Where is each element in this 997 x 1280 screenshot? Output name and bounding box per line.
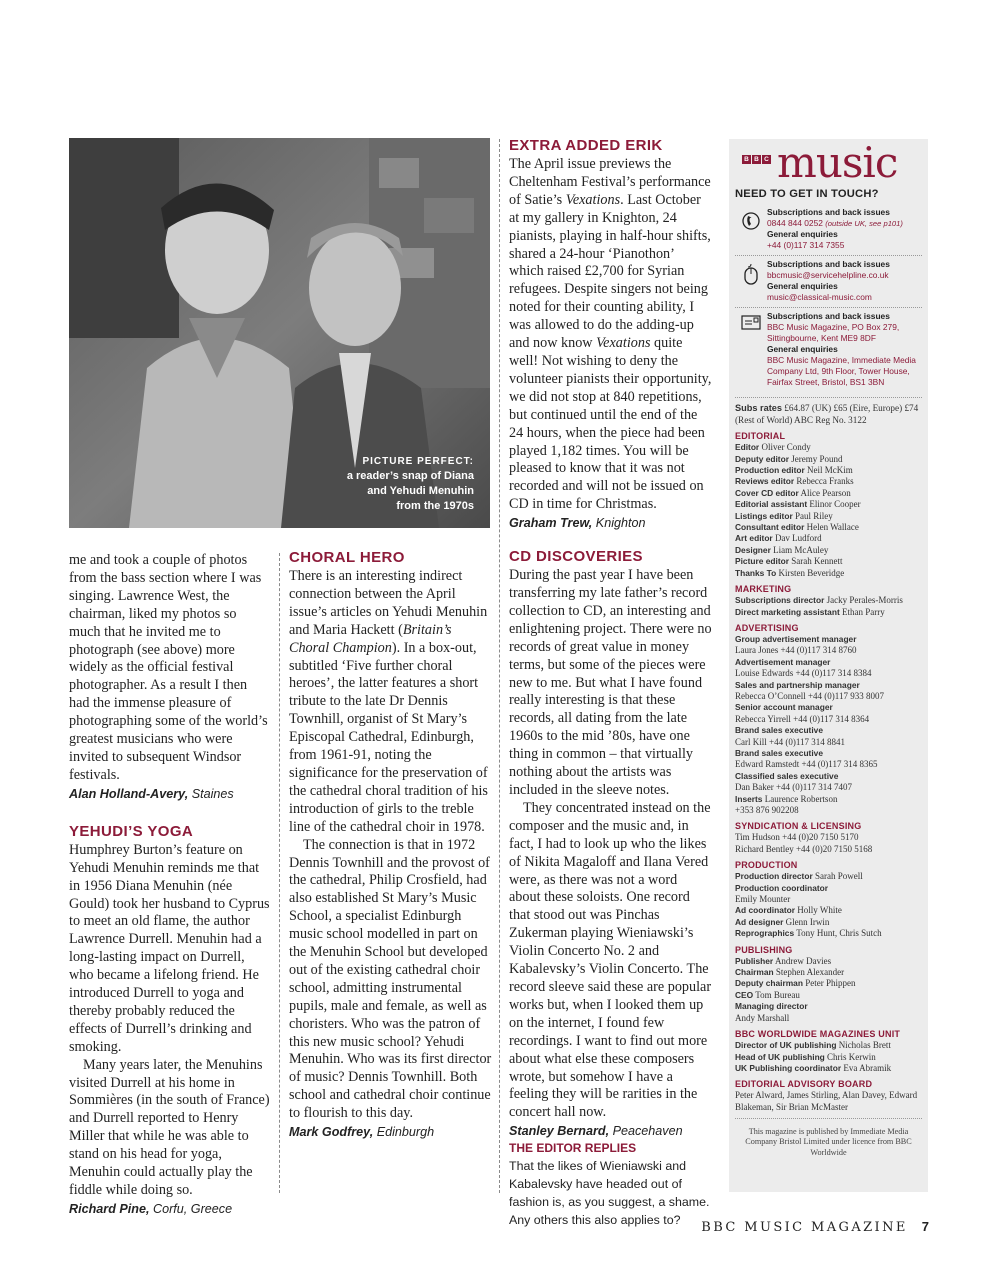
credit-line: Richard Bentley +44 (0)20 7150 5168 (735, 843, 873, 854)
editor-reply: That the likes of Wieniawski and Kabalevsky have headed out of fashion is, as you suggest, a shame. Any others this also applies to? (509, 1159, 710, 1228)
credits-section-title: ADVERTISING (735, 622, 799, 633)
credits-section-title: EDITORIAL (735, 431, 786, 442)
enquiries-email-link[interactable]: music@classical-music.com (767, 292, 872, 303)
credit-line: Head of UK publishing Chris Kerwin (735, 1051, 876, 1062)
credit-line: Rebecca Yirrell +44 (0)117 314 8364 (735, 713, 870, 724)
credit-line: Art editor Dav Ludford (735, 533, 822, 544)
mouse-icon (735, 259, 767, 303)
credit-line: Listings editor Paul Riley (735, 510, 833, 521)
credit-line: Designer Liam McAuley (735, 544, 829, 555)
credit-line: Production director Sarah Powell (735, 871, 863, 882)
column-2 (289, 549, 493, 1141)
subscription-rates: Subs rates £64.87 (UK) £65 (Eire, Europe) £74 (Rest of World) ABC Reg No. 3122 (735, 403, 919, 425)
credit-line: Laura Jones +44 (0)117 314 8760 (735, 645, 857, 656)
letter-paragraph: The April issue previews the Cheltenham Festival’s performance of Satie’s Vexations. Last October at my gallery in Knighton, 24 pianists, playing in half-hour shifts, shared a 24-hour ‘Pianothon’ which raised £2,700 for Syrian refugees. Despite singers not being noted for their counting ability, I was allowed to do the adding-up and now know Vexations quite well! Not wishing to deny the volunteer pianists their opportunity, we did not stop at 840 repetitions, but continued until the end of the 24 hours, when the piece had been played 1,182 times. You will be pleased to know that it was not recorded and will not be issued on CD in time for Christmas. (509, 156, 712, 513)
masthead-sidebar (729, 139, 928, 1192)
column-divider (279, 553, 280, 1193)
credits-section-title: MARKETING (735, 584, 792, 595)
credit-line: Tim Hudson +44 (0)20 7150 5170 (735, 832, 859, 843)
credits-section-title: PUBLISHING (735, 944, 793, 955)
credit-line: Cover CD editor Alice Pearson (735, 487, 851, 498)
divider (735, 1118, 922, 1119)
credit-line: Subscriptions director Jacky Perales-Morris (735, 595, 903, 606)
contact-phone: Subscriptions and back issues 0844 844 0252 (outside UK, see p101) General enquiries +44 (0)117 314 7355 (735, 204, 922, 256)
letter-paragraph: The connection is that in 1972 Dennis Townhill and the provost of the cathedral, Philip Crosfield, had also established St Mary’s Music School, a specialist Edinburgh music school modelled in part on the Menuhin School but developed out of the existing cathedral choir school, admitting instrumental pupils, male and female, as well as choristers. Who was the patron of this new music school? Yehudi Menuhin. Who was its first director of music? Dennis Townhill. Both school and cathedral choir continue to flourish to this day. (289, 836, 492, 1122)
page-number: 7 (921, 1219, 929, 1234)
contact-title: NEED TO GET IN TOUCH? (735, 188, 879, 200)
credit-line: Classified sales executive (735, 770, 839, 781)
caption-line: from the 1970s (396, 500, 474, 512)
credit-line: Senior account manager (735, 702, 833, 713)
credits-section-title: BBC WORLDWIDE MAGAZINES UNIT (735, 1029, 901, 1040)
letter-paragraph: me and took a couple of photos from the bass section where I was singing. Lawrence West, the chairman, liked my photos so much that he invited me to photograph (see above) more widely as the official festival photographer. As a result I then had the immense pleasure of photographing some of the world’s greatest musicians who were invited to subsequent Windsor festivals. (69, 552, 268, 783)
signature: Richard Pine, Corfu, Greece (69, 1201, 233, 1216)
column-divider (499, 139, 500, 1193)
signature: Stanley Bernard, Peacehaven (509, 1124, 683, 1139)
letter-paragraph: They concentrated instead on the composer and the music and, in fact, I had to look up who the likes of Nikita Magaloff and Ilana Vered were, as there was not a word about these soloists. One record that stood out was Pinchas Zukerman playing Wieniawski’s Violin Concerto No. 2 and Kabalevsky’s Violin Concerto. The record sleeve said these are popular works but, when I looked them up on the internet, I found few recordings. I want to find out more about what else these composers wrote, but somehow I have a feeling they will be rarities in the concert hall now. (509, 799, 712, 1121)
credit-line: Production editor Neil McKim (735, 465, 853, 476)
credits-section-title: EDITORIAL ADVISORY BOARD (735, 1079, 873, 1090)
credit-line: Thanks To Kirsten Beveridge (735, 567, 845, 578)
credit-line: Group advertisement manager (735, 633, 857, 644)
letter-paragraph: Many years later, the Menuhins visited Durrell at his home in Sommières (in the south of France) and Durrell reported to Henry Miller that while he was able to stand on his head for yoga, Menuhin could actually play the fiddle while doing so. (69, 1056, 270, 1198)
photo-caption (347, 454, 474, 514)
envelope-icon (735, 311, 767, 388)
caption-line: a reader’s snap of Diana (346, 470, 474, 482)
credits-section-title: PRODUCTION (735, 860, 798, 871)
credit-line: UK Publishing coordinator Eva Abramik (735, 1062, 892, 1073)
caption-heading: PICTURE PERFECT: (362, 456, 474, 467)
page-footer (701, 1219, 929, 1235)
credit-line: +353 876 902208 (735, 805, 799, 815)
publisher-note: This magazine is published by Immediate Media Company Bristol Limited under licence from BBC Worldwide (745, 1127, 912, 1157)
credit-line: Sales and partnership manager (735, 679, 860, 690)
credit-line: Brand sales executive (735, 747, 823, 758)
credit-line: Managing director (735, 1001, 808, 1012)
letter-heading: CHORAL HERO (289, 549, 405, 566)
letter-heading: YEHUDI’S YOGA (69, 822, 194, 840)
credit-line: Carl Kill +44 (0)117 314 8841 (735, 736, 845, 747)
credit-line: Publisher Andrew Davies (735, 955, 832, 966)
credit-line: Emily Mounter (735, 894, 791, 905)
credit-line: Editor Oliver Condy (735, 442, 811, 453)
credit-line: Editorial assistant Elinor Cooper (735, 499, 861, 510)
credit-line: Ad coordinator Holly White (735, 905, 842, 916)
credit-line: Reprographics Tony Hunt, Chris Sutch (735, 928, 882, 939)
column-1 (69, 552, 270, 1218)
signature: Graham Trew, Knighton (509, 516, 646, 531)
bbc-music-logo (735, 138, 922, 187)
letter-paragraph: Humphrey Burton’s feature on Yehudi Menuhin reminds me that in 1956 Diana Menuhin (née Gould) took her husband to Cyprus to meet an old flame, the author Lawrence Durrell. Menuhin had a long-lasting impact on Durrell, who became a lifelong friend. He introduced Durrell to yoga and thereby probably reduced the effects of Durrell’s drinking and smoking. (69, 841, 270, 1055)
subscriptions-email-link[interactable]: bbcmusic@servicehelpline.co.uk (767, 270, 889, 281)
credit-line: Deputy editor Jeremy Pound (735, 453, 843, 464)
column-3 (509, 137, 712, 1229)
credit-line: Director of UK publishing Nicholas Brett (735, 1040, 891, 1051)
caption-line: and Yehudi Menuhin (367, 485, 474, 497)
credit-line: Consultant editor Helen Wallace (735, 522, 859, 533)
credit-line: Chairman Stephen Alexander (735, 967, 845, 978)
credit-line: Dan Baker +44 (0)117 314 7407 (735, 782, 852, 793)
photo-menuhins (69, 138, 490, 528)
letter-heading: CD DISCOVERIES (509, 548, 643, 566)
credit-line: Louise Edwards +44 (0)117 314 8384 (735, 668, 872, 679)
divider (735, 397, 922, 398)
credit-line: Rebecca O’Connell +44 (0)117 933 8007 (735, 690, 884, 701)
signature: Mark Godfrey, Edinburgh (289, 1125, 435, 1140)
bbc-blocks: B B C (742, 155, 771, 164)
magazine-name: BBC MUSIC MAGAZINE (701, 1220, 908, 1235)
credit-line: Ad designer Glenn Irwin (735, 916, 830, 927)
credit-line: Picture editor Sarah Kennett (735, 556, 843, 567)
credit-line: Peter Alward, James Stirling, Alan Davey, Edward Blakeman, Sir Brian McMaster (735, 1090, 918, 1112)
credit-line: Andy Marshall (735, 1012, 790, 1023)
credit-line: Advertisement manager (735, 656, 831, 667)
letter-paragraph: During the past year I have been transferring my late father’s record collection to CD, an interesting and enlightening project. There were no records of great value in money terms, but some of the pieces were new to me. But what I have found really interesting is that these records, all dating from the late 1960s to the mid ’80s, have one thing in common – that virtually nothing about the artists was included in the sleeve notes. (509, 567, 712, 798)
signature: Alan Holland-Avery, Staines (69, 786, 234, 801)
credit-line: Inserts Laurence Robertson (735, 793, 838, 804)
contact-email: Subscriptions and back issues bbcmusic@servicehelpline.co.uk General enquiries music@classical-music.com (735, 256, 922, 308)
credit-line: Brand sales executive (735, 725, 823, 736)
credits-list (735, 430, 922, 1113)
music-wordmark: music (777, 138, 898, 187)
credits-section-title: SYNDICATION & LICENSING (735, 821, 862, 832)
credit-line: Edward Ramstedt +44 (0)117 314 8365 (735, 759, 878, 770)
credit-line: Deputy chairman Peter Phippen (735, 978, 856, 989)
letter-heading: EXTRA ADDED ERIK (509, 137, 663, 154)
credit-line: CEO Tom Bureau (735, 989, 800, 1000)
credit-line: Reviews editor Rebecca Franks (735, 476, 854, 487)
credit-line: Direct marketing assistant Ethan Parry (735, 606, 885, 617)
editor-replies-heading: THE EDITOR REPLIES (509, 1141, 637, 1156)
letter-paragraph: There is an interesting indirect connection between the April issue’s articles on Yehudi Menuhin and Maria Hackett (Britain’s Choral Champion). In a box-out, subtitled ‘Five further choral heroes’, the latter features a short tribute to the late Dr Dennis Townhill, organist of St Mary’s Episcopal Cathedral, Edinburgh, from 1961-91, noting the significance for the preservation of the cathedral choral tradition of his introduction of girls to the treble line of the cathedral choir in 1978. (289, 568, 488, 835)
phone-icon (735, 207, 767, 251)
credit-line: Production coordinator (735, 882, 829, 893)
contact-post: Subscriptions and back issues BBC Music Magazine, PO Box 279, Sittingbourne, Kent ME9 8DF General enquiries BBC Music Magazine, Immediate Media Company Ltd, 9th Floor, Tower House, Fairfax Street, Bristol, BS1 3BN (735, 308, 922, 392)
